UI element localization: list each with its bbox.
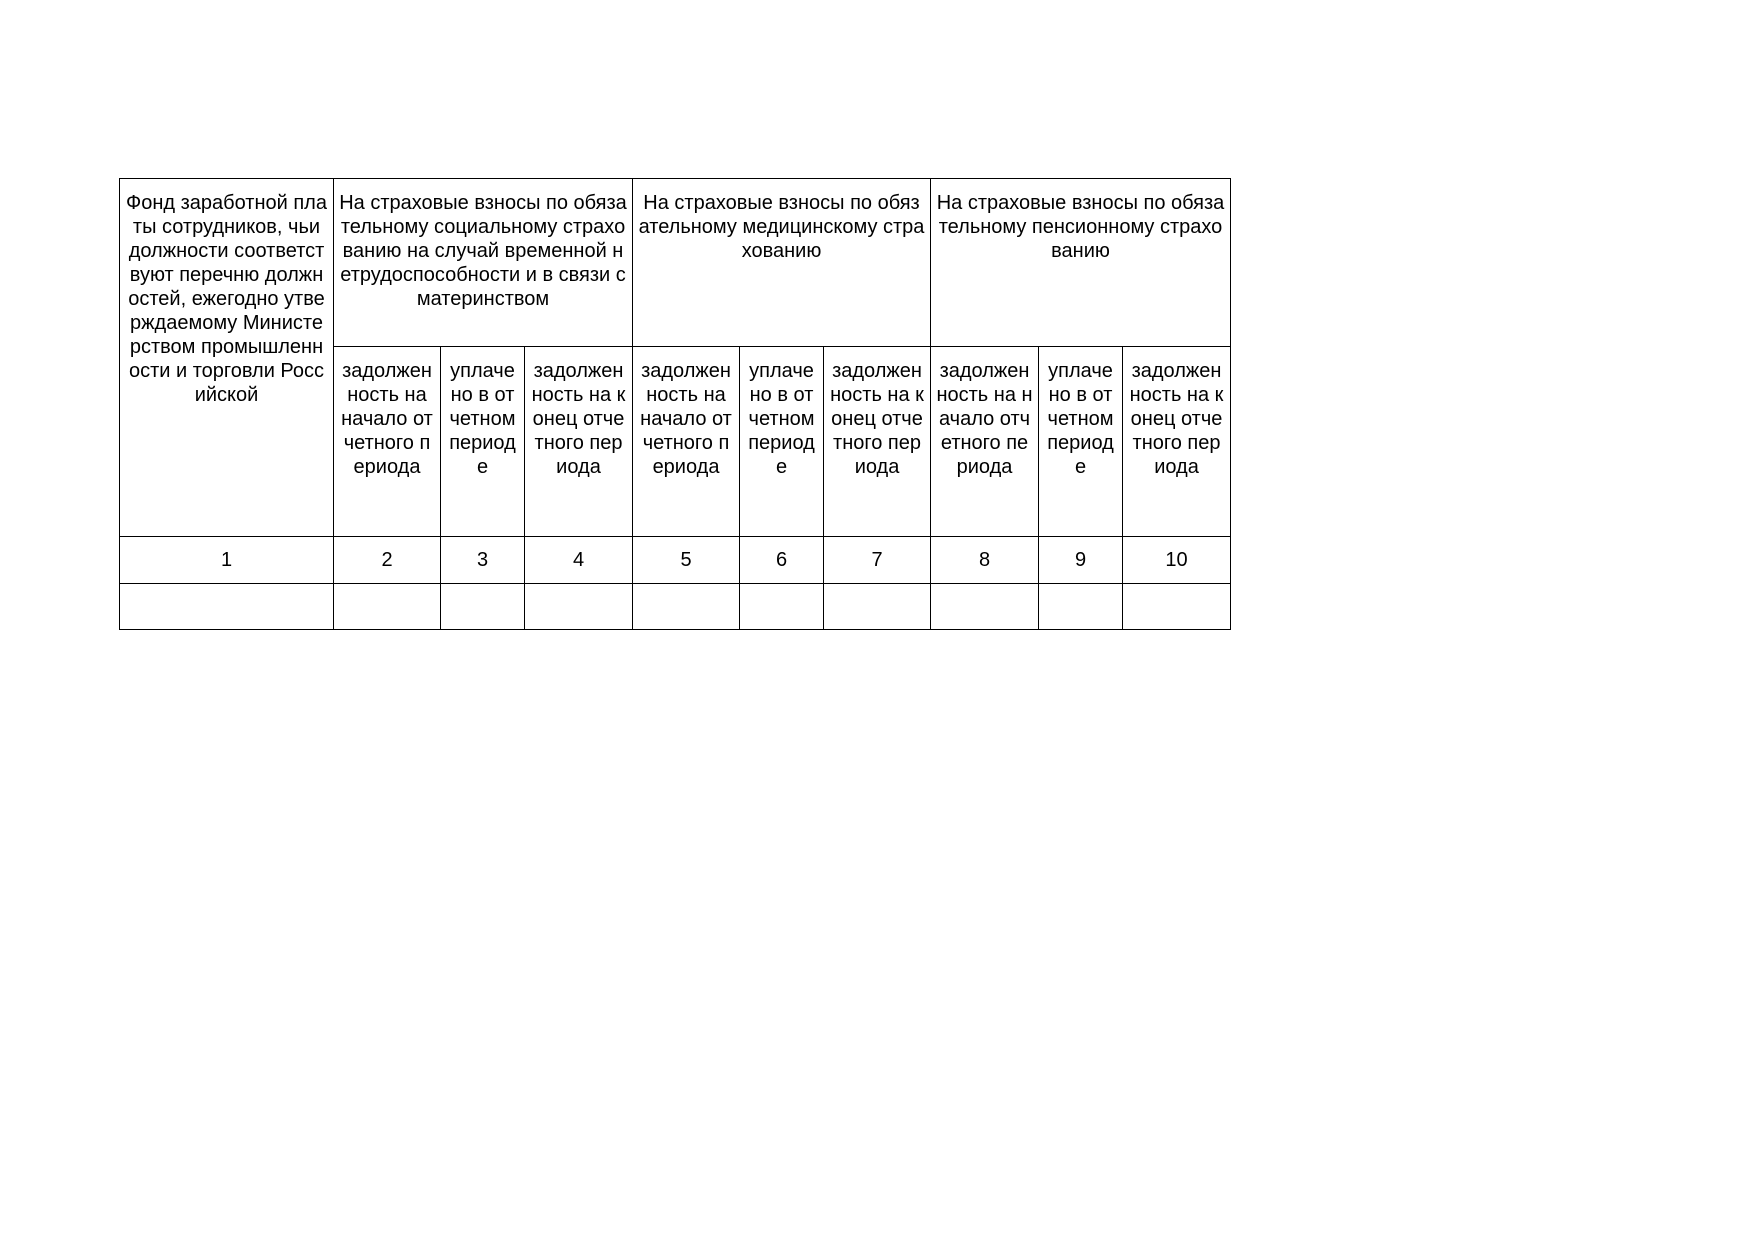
data-cell[interactable] — [1123, 584, 1231, 630]
column-number: 1 — [120, 537, 334, 584]
data-cell[interactable] — [633, 584, 740, 630]
data-cell[interactable] — [441, 584, 525, 630]
column-number: 8 — [931, 537, 1039, 584]
column-number: 6 — [740, 537, 824, 584]
data-cell[interactable] — [334, 584, 441, 630]
column-number: 3 — [441, 537, 525, 584]
subheader-debt-end: задолженность на конец отчетного периода — [525, 347, 633, 537]
subheader-debt-start: задолженность на начало отчетного периода — [633, 347, 740, 537]
header-group-pension-insurance: На страховые взносы по обязательному пенсионному страхованию — [931, 179, 1231, 347]
subheader-debt-end: задолженность на конец отчетного периода — [824, 347, 931, 537]
data-cell[interactable] — [525, 584, 633, 630]
data-row — [120, 584, 1231, 630]
subheader-paid: уплачено в отчетном периоде — [1039, 347, 1123, 537]
subheader-debt-start: задолженность на начало отчетного периода — [334, 347, 441, 537]
report-table — [119, 178, 1231, 630]
data-cell[interactable] — [931, 584, 1039, 630]
subheader-paid: уплачено в отчетном периоде — [441, 347, 525, 537]
data-cell[interactable] — [1039, 584, 1123, 630]
column-number: 5 — [633, 537, 740, 584]
column-number: 9 — [1039, 537, 1123, 584]
data-cell[interactable] — [824, 584, 931, 630]
header-group-social-insurance: На страховые взносы по обязательному социальному страхованию на случай временной нетрудоспособности и в связи с материнством — [334, 179, 633, 347]
column-number-row — [120, 537, 1231, 584]
subheader-paid: уплачено в отчетном периоде — [740, 347, 824, 537]
header-group-medical-insurance: На страховые взносы по обязательному медицинскому страхованию — [633, 179, 931, 347]
subheader-debt-start: задолженность на начало отчетного периода — [931, 347, 1039, 537]
header-payroll-fund: Фонд заработной платы сотрудников, чьи должности соответствуют перечню должностей, ежегодно утверждаемому Министерством промышленности и торговли Российской — [120, 179, 334, 537]
column-number: 4 — [525, 537, 633, 584]
header-row-groups — [120, 179, 1231, 347]
column-number: 7 — [824, 537, 931, 584]
column-number: 10 — [1123, 537, 1231, 584]
data-cell[interactable] — [120, 584, 334, 630]
subheader-debt-end: задолженность на конец отчетного периода — [1123, 347, 1231, 537]
data-cell[interactable] — [740, 584, 824, 630]
column-number: 2 — [334, 537, 441, 584]
